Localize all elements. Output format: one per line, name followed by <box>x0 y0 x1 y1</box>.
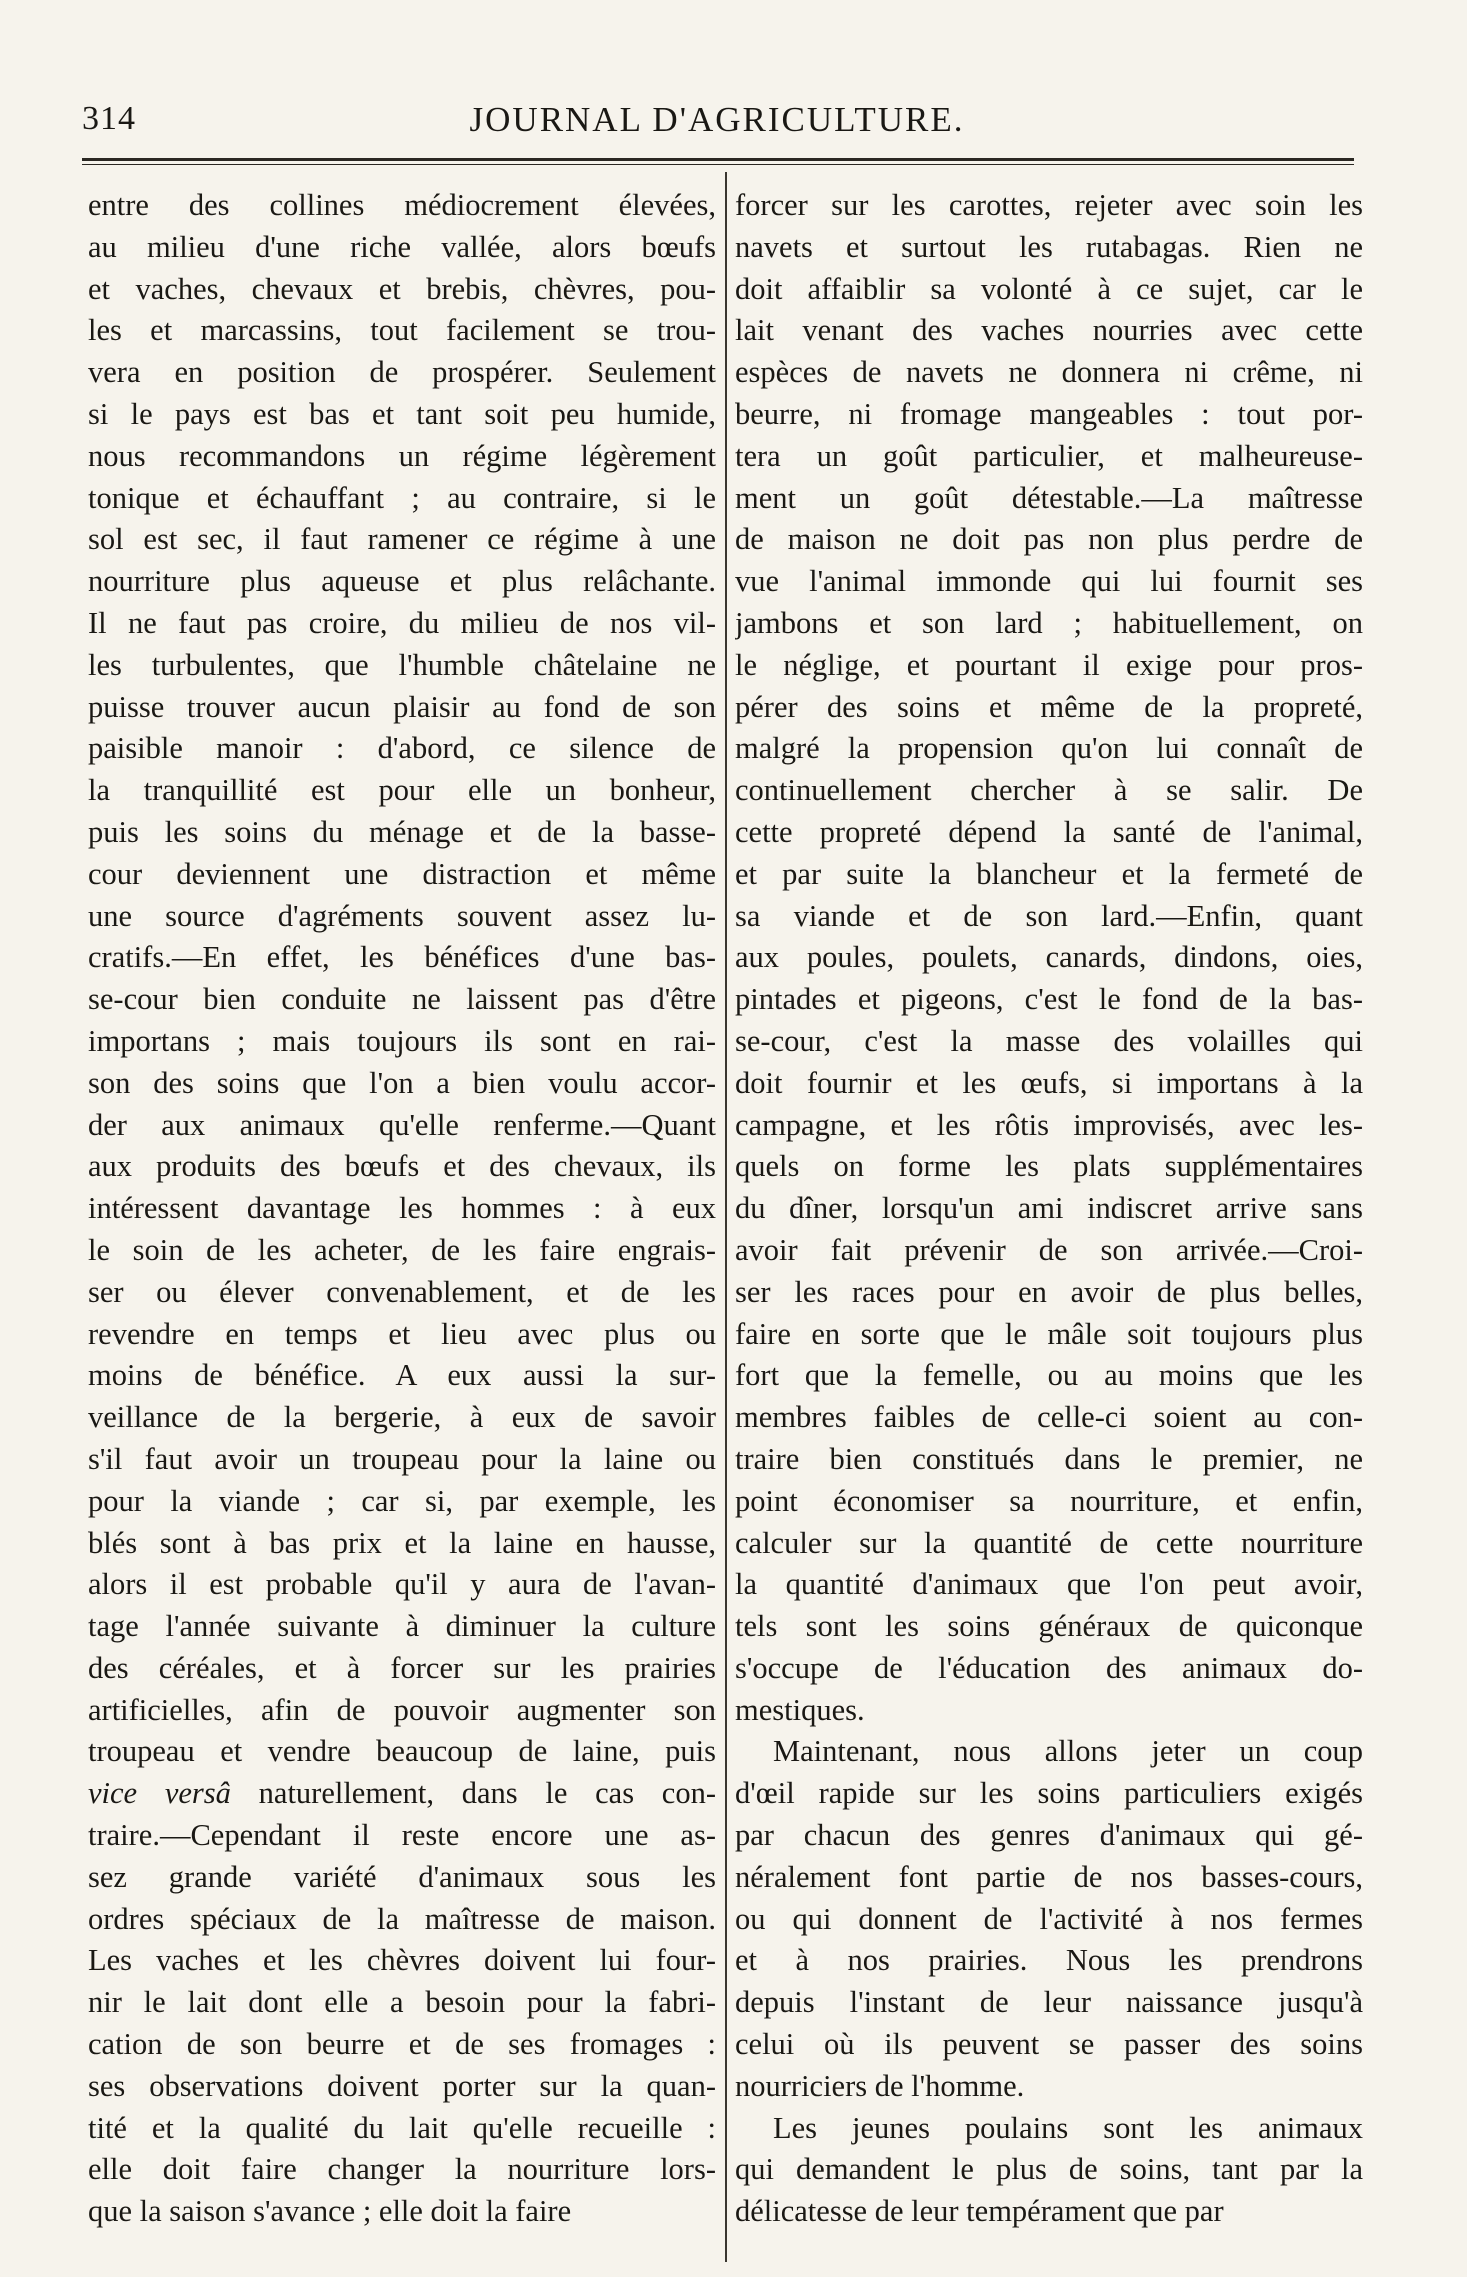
text-line: cette propreté dépend la santé de l'animal, <box>735 814 1363 849</box>
text-line: se-cour, c'est la masse des volailles qui <box>735 1023 1363 1058</box>
text-line: vice versâ naturellement, dans le cas con- <box>88 1776 716 1811</box>
text-line: les turbulentes, que l'humble châtelaine ne <box>88 647 716 682</box>
text-line: paisible manoir : d'abord, ce silence de <box>88 731 716 766</box>
text-line: Les vaches et les chèvres doivent lui four- <box>88 1943 716 1978</box>
text-line: moins de bénéfice. A eux aussi la sur- <box>88 1358 716 1393</box>
text-line: des céréales, et à forcer sur les prairies <box>88 1650 716 1685</box>
text-line: tonique et échauffant ; au contraire, si le <box>88 480 716 515</box>
text-line: lait venant des vaches nourries avec cette <box>735 313 1363 348</box>
text-line: Maintenant, nous allons jeter un coup <box>773 1734 1363 1769</box>
text-line: se-cour bien conduite ne laissent pas d'être <box>88 982 716 1017</box>
text-line: calculer sur la quantité de cette nourriture <box>735 1525 1363 1560</box>
text-line: la quantité d'animaux que l'on peut avoir, <box>735 1567 1363 1602</box>
left-column <box>88 185 716 2233</box>
text-line: mestiques. <box>735 1692 865 1727</box>
text-line: ou qui donnent de l'activité à nos fermes <box>735 1901 1363 1936</box>
text-line: son des soins que l'on a bien voulu accor- <box>88 1065 716 1100</box>
column-divider <box>725 172 727 2262</box>
text-line: le soin de les acheter, de les faire engrais- <box>88 1232 716 1267</box>
text-line: si le pays est bas et tant soit peu humide, <box>88 396 716 431</box>
text-line: et par suite la blancheur et la fermeté de <box>735 856 1363 891</box>
text-line: revendre en temps et lieu avec plus ou <box>88 1316 716 1351</box>
text-line: veillance de la bergerie, à eux de savoir <box>88 1400 716 1435</box>
text-line: malgré la propension qu'on lui connaît de <box>735 731 1363 766</box>
text-line: tels sont les soins généraux de quiconque <box>735 1609 1363 1644</box>
text-line: et vaches, chevaux et brebis, chèvres, pou- <box>88 271 716 306</box>
text-line: cation de son beurre et de ses fromages : <box>88 2027 716 2062</box>
text-line: sa viande et de son lard.—Enfin, quant <box>735 898 1363 933</box>
journal-title: JOURNAL D'AGRICULTURE. <box>469 100 965 139</box>
text-line: artificielles, afin de pouvoir augmenter son <box>88 1692 716 1727</box>
text-line: sez grande variété d'animaux sous les <box>88 1859 716 1894</box>
text-line: campagne, et les rôtis improvisés, avec les- <box>735 1107 1363 1142</box>
text-line: que la saison s'avance ; elle doit la faire <box>88 2194 572 2229</box>
text-line: le néglige, et pourtant il exige pour pros- <box>735 647 1363 682</box>
text-line: Il ne faut pas croire, du milieu de nos vil- <box>88 605 716 640</box>
text-line: forcer sur les carottes, rejeter avec soin les <box>735 188 1363 222</box>
text-line: une source d'agréments souvent assez lu- <box>88 898 716 933</box>
text-line: tité et la qualité du lait qu'elle recueille : <box>88 2110 716 2145</box>
text-line: espèces de navets ne donnera ni crême, ni <box>735 355 1363 390</box>
text-line: ordres spéciaux de la maîtresse de maison. <box>88 1901 716 1936</box>
text-line: vue l'animal immonde qui lui fournit ses <box>735 564 1363 599</box>
header-rule <box>82 158 1354 161</box>
text-line: point économiser sa nourriture, et enfin, <box>735 1483 1363 1518</box>
text-line: continuellement chercher à se salir. De <box>735 773 1363 808</box>
text-line: traire bien constitués dans le premier, ne <box>735 1441 1363 1476</box>
text-line: doit affaiblir sa volonté à ce sujet, car le <box>735 271 1363 306</box>
text-line: au milieu d'une riche vallée, alors bœufs <box>88 229 716 264</box>
text-line: der aux animaux qu'elle renferme.—Quant <box>88 1107 716 1142</box>
text-line: nous recommandons un régime légèrement <box>88 438 716 473</box>
text-line: tera un goût particulier, et malheureuse- <box>735 438 1363 473</box>
text-line: troupeau et vendre beaucoup de laine, puis <box>88 1734 716 1769</box>
page-header <box>82 100 1352 160</box>
text-line: néralement font partie de nos basses-cours, <box>735 1859 1363 1894</box>
text-line: Les jeunes poulains sont les animaux <box>773 2110 1363 2145</box>
text-line: puisse trouver aucun plaisir au fond de son <box>88 689 716 724</box>
text-line: pérer des soins et même de la propreté, <box>735 689 1363 724</box>
text-line: nourriture plus aqueuse et plus relâchante. <box>88 564 716 599</box>
text-line: doit fournir et les œufs, si importans à la <box>735 1065 1363 1100</box>
text-line: celui où ils peuvent se passer des soins <box>735 2027 1363 2062</box>
text-line: alors il est probable qu'il y aura de l'avan- <box>88 1567 716 1602</box>
text-line: les et marcassins, tout facilement se trou- <box>88 313 716 348</box>
text-line: d'œil rapide sur les soins particuliers exigés <box>735 1776 1363 1811</box>
text-line: intéressent davantage les hommes : à eux <box>88 1191 716 1226</box>
text-line: et à nos prairies. Nous les prendrons <box>735 1943 1363 1978</box>
text-line: nir le lait dont elle a besoin pour la fabri- <box>88 1985 716 2020</box>
text-line: de maison ne doit pas non plus perdre de <box>735 522 1363 557</box>
text-line: depuis l'instant de leur naissance jusqu'à <box>735 1985 1363 2020</box>
text-line: entre des collines médiocrement élevées, <box>88 188 716 222</box>
text-line: membres faibles de celle-ci soient au con- <box>735 1400 1363 1435</box>
text-line: elle doit faire changer la nourriture lors- <box>88 2152 716 2187</box>
text-line: nourriciers de l'homme. <box>735 2068 1025 2103</box>
text-line: délicatesse de leur tempérament que par <box>735 2194 1224 2229</box>
right-column <box>735 185 1363 2233</box>
text-line: s'il faut avoir un troupeau pour la laine ou <box>88 1441 716 1476</box>
text-line: qui demandent le plus de soins, tant par la <box>735 2152 1363 2187</box>
text-line: jambons et son lard ; habituellement, on <box>735 605 1363 640</box>
text-line: puis les soins du ménage et de la basse- <box>88 814 716 849</box>
text-line: vera en position de prospérer. Seulement <box>88 355 716 390</box>
text-line: ser les races pour en avoir de plus belles, <box>735 1274 1363 1309</box>
text-line: avoir fait prévenir de son arrivée.—Croi- <box>735 1232 1363 1267</box>
text-line: la tranquillité est pour elle un bonheur, <box>88 773 716 808</box>
text-line: sol est sec, il faut ramener ce régime à une <box>88 522 716 557</box>
text-line: ment un goût détestable.—La maîtresse <box>735 480 1363 515</box>
text-line: du dîner, lorsqu'un ami indiscret arrive sans <box>735 1191 1363 1226</box>
text-line: faire en sorte que le mâle soit toujours plus <box>735 1316 1363 1351</box>
text-line: cratifs.—En effet, les bénéfices d'une bas- <box>88 940 716 975</box>
text-line: ses observations doivent porter sur la quan- <box>88 2068 716 2103</box>
text-line: pour la viande ; car si, par exemple, les <box>88 1483 716 1518</box>
text-line: aux produits des bœufs et des chevaux, ils <box>88 1149 716 1184</box>
text-line: beurre, ni fromage mangeables : tout por- <box>735 396 1363 431</box>
text-line: fort que la femelle, ou au moins que les <box>735 1358 1363 1393</box>
header-rule-thin <box>82 164 1354 165</box>
text-line: blés sont à bas prix et la laine en hausse, <box>88 1525 716 1560</box>
text-line: s'occupe de l'éducation des animaux do- <box>735 1650 1363 1685</box>
text-line: quels on forme les plats supplémentaires <box>735 1149 1363 1184</box>
text-line: par chacun des genres d'animaux qui gé- <box>735 1818 1363 1853</box>
text-line: traire.—Cependant il reste encore une as- <box>88 1818 716 1853</box>
text-line: cour deviennent une distraction et même <box>88 856 716 891</box>
text-line: tage l'année suivante à diminuer la culture <box>88 1609 716 1644</box>
page-number: 314 <box>82 100 136 137</box>
text-line: navets et surtout les rutabagas. Rien ne <box>735 229 1363 264</box>
text-line: ser ou élever convenablement, et de les <box>88 1274 716 1309</box>
text-line: aux poules, poulets, canards, dindons, oies, <box>735 940 1363 975</box>
text-line: importans ; mais toujours ils sont en rai- <box>88 1023 716 1058</box>
text-line: pintades et pigeons, c'est le fond de la bas- <box>735 982 1363 1017</box>
